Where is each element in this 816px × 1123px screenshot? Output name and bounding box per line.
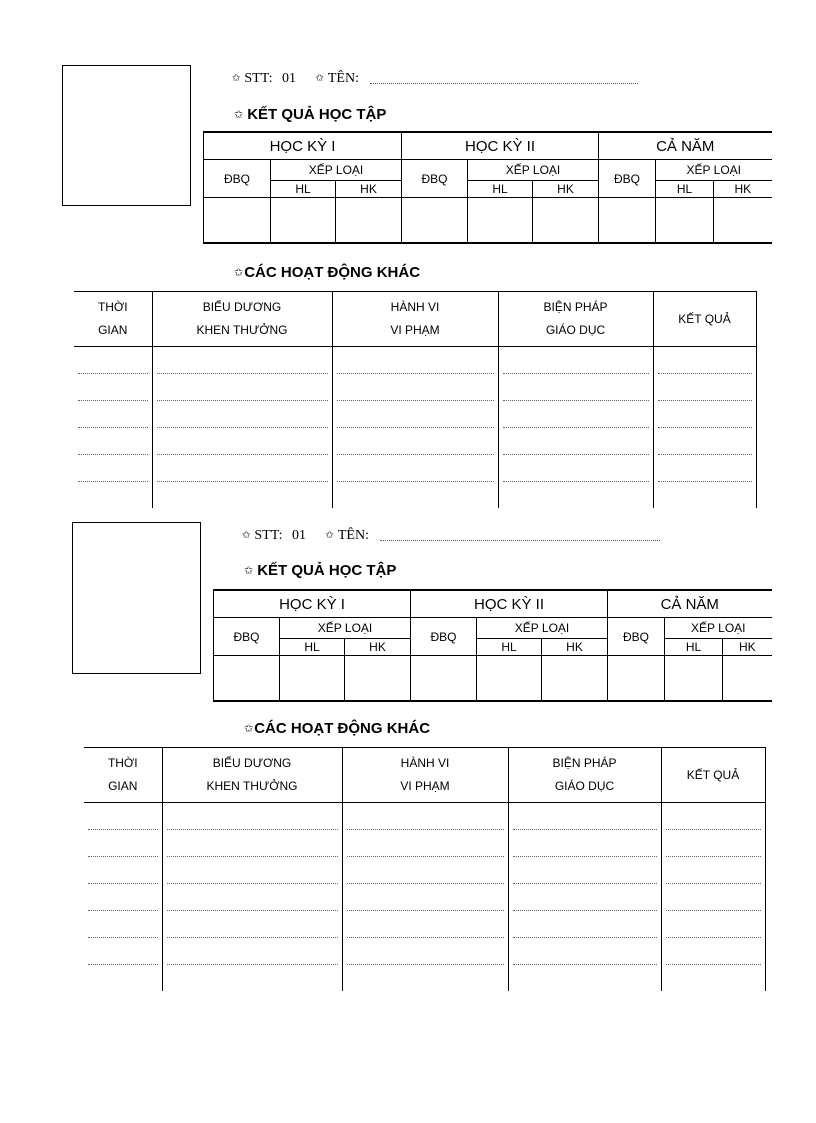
grade-cell[interactable] [608, 656, 665, 702]
col-time-header: THỜI GIAN [74, 292, 152, 347]
hl-header: HL [665, 639, 723, 656]
full-year-header: CẢ NĂM [608, 590, 772, 618]
grade-cell[interactable] [336, 198, 402, 244]
hk-header: HK [345, 639, 411, 656]
col-violation-header: HÀNH VI VI PHẠM [332, 292, 498, 347]
activities-table [74, 291, 757, 508]
table-row [84, 965, 765, 991]
hk-header: HK [714, 181, 772, 198]
star-icon: ✩ [234, 108, 244, 121]
results-heading: ✩ KẾT QUẢ HỌC TẬP [244, 562, 397, 579]
hk-header: HK [542, 639, 608, 656]
dbq-header: ĐBQ [599, 160, 656, 198]
grade-cell[interactable] [345, 656, 411, 702]
grade-cell[interactable] [204, 198, 271, 244]
student-photo-box [72, 522, 201, 674]
dbq-header: ĐBQ [411, 618, 477, 656]
grade-cell[interactable] [468, 198, 533, 244]
xep-loai-header: XẾP LOẠI [271, 160, 402, 181]
stt-label: STT: [254, 528, 283, 543]
grade-cell[interactable] [714, 198, 772, 244]
xep-loai-header: XẾP LOẠI [656, 160, 772, 181]
grade-cell[interactable] [402, 198, 468, 244]
col-violation-header: HÀNH VI VI PHẠM [342, 748, 508, 803]
table-row [84, 830, 765, 857]
xep-loai-header: XẾP LOẠI [665, 618, 772, 639]
grade-cell[interactable] [656, 198, 714, 244]
col-measure-header: BIỆN PHÁP GIÁO DỤC [508, 748, 661, 803]
star-icon: ✩ [315, 73, 324, 84]
student-info-line [232, 71, 638, 87]
hl-header: HL [280, 639, 345, 656]
xep-loai-header: XẾP LOẠI [280, 618, 411, 639]
dbq-header: ĐBQ [214, 618, 280, 656]
hk-header: HK [533, 181, 599, 198]
hl-header: HL [271, 181, 336, 198]
table-row [84, 803, 765, 831]
grade-cell[interactable] [665, 656, 723, 702]
grade-cell[interactable] [477, 656, 542, 702]
star-icon: ✩ [232, 73, 241, 84]
table-row [74, 347, 756, 375]
star-icon: ✩ [244, 722, 254, 735]
table-row [84, 911, 765, 938]
table-row [84, 857, 765, 884]
grade-table [213, 589, 772, 702]
table-row [74, 401, 756, 428]
col-result-header: KẾT QUẢ [661, 748, 765, 803]
student-photo-box [62, 65, 191, 206]
student-info-line [242, 528, 660, 544]
star-icon: ✩ [325, 530, 334, 541]
col-commendation-header: BIỂU DƯƠNG KHEN THƯỞNG [162, 748, 342, 803]
stt-value: 01 [281, 71, 296, 86]
table-row [74, 482, 756, 508]
results-heading: ✩ KẾT QUẢ HỌC TẬP [234, 106, 387, 123]
grade-cell[interactable] [542, 656, 608, 702]
semester-2-header: HỌC KỲ II [402, 132, 599, 160]
col-measure-header: BIỆN PHÁP GIÁO DỤC [498, 292, 653, 347]
semester-2-header: HỌC KỲ II [411, 590, 608, 618]
full-year-header: CẢ NĂM [599, 132, 772, 160]
name-field[interactable] [370, 81, 638, 84]
grade-cell[interactable] [271, 198, 336, 244]
stt-value: 01 [291, 528, 306, 543]
stt-label: STT: [244, 71, 273, 86]
grade-cell[interactable] [533, 198, 599, 244]
hl-header: HL [477, 639, 542, 656]
dbq-header: ĐBQ [402, 160, 468, 198]
col-time-header: THỜI GIAN [84, 748, 162, 803]
xep-loai-header: XẾP LOẠI [468, 160, 599, 181]
hl-header: HL [468, 181, 533, 198]
name-label: TÊN: [327, 71, 359, 86]
grade-table [203, 131, 772, 244]
star-icon: ✩ [242, 530, 251, 541]
grade-cell[interactable] [599, 198, 656, 244]
activities-heading: ✩CÁC HOẠT ĐỘNG KHÁC [234, 264, 421, 281]
grade-cell[interactable] [280, 656, 345, 702]
hk-header: HK [336, 181, 402, 198]
activities-heading: ✩CÁC HOẠT ĐỘNG KHÁC [244, 720, 431, 737]
star-icon: ✩ [244, 564, 254, 577]
star-icon: ✩ [234, 266, 244, 279]
dbq-header: ĐBQ [608, 618, 665, 656]
name-field[interactable] [380, 538, 660, 541]
dbq-header: ĐBQ [204, 160, 271, 198]
table-row [74, 455, 756, 482]
grade-cell[interactable] [723, 656, 772, 702]
table-row [84, 938, 765, 965]
table-row [84, 884, 765, 911]
col-result-header: KẾT QUẢ [653, 292, 756, 347]
col-commendation-header: BIỂU DƯƠNG KHEN THƯỞNG [152, 292, 332, 347]
table-row [74, 374, 756, 401]
table-row [74, 428, 756, 455]
xep-loai-header: XẾP LOẠI [477, 618, 608, 639]
hl-header: HL [656, 181, 714, 198]
hk-header: HK [723, 639, 772, 656]
semester-1-header: HỌC KỲ I [204, 132, 402, 160]
activities-table [84, 747, 766, 991]
name-label: TÊN: [337, 528, 369, 543]
semester-1-header: HỌC KỲ I [214, 590, 411, 618]
grade-cell[interactable] [411, 656, 477, 702]
grade-cell[interactable] [214, 656, 280, 702]
